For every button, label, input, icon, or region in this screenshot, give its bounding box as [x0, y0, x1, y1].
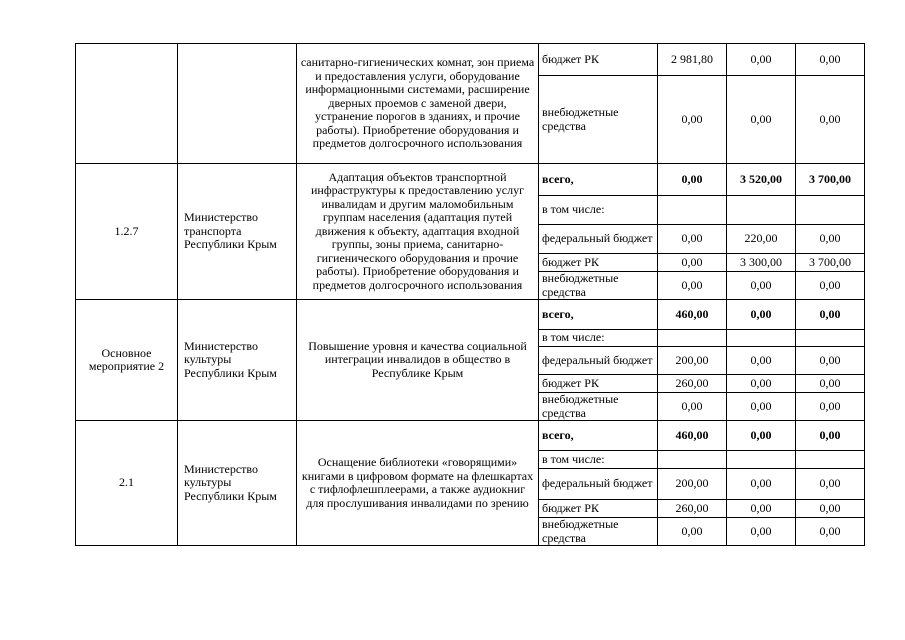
value-cell-3: 0,00	[796, 393, 865, 421]
row-number-cell: 1.2.7	[76, 164, 178, 300]
value-cell-1	[658, 330, 727, 347]
value-cell-2: 3 520,00	[727, 164, 796, 196]
funding-source-cell: внебюджетные средства	[539, 272, 658, 300]
description-cell: Оснащение библиотеки «говорящими» книгами в цифровом формате на флешкартах с тифлофлешплеерами, а также аудиокниг для прослушивания инвалидами по зрению	[297, 421, 539, 546]
value-cell-1: 260,00	[658, 375, 727, 393]
table-body	[76, 44, 865, 546]
value-cell-3	[796, 196, 865, 225]
table-row	[76, 421, 865, 451]
funding-source-cell: бюджет РК	[539, 500, 658, 518]
description-cell: Повышение уровня и качества социальной интеграции инвалидов в общество в Республике Крым	[297, 300, 539, 421]
value-cell-1: 200,00	[658, 469, 727, 500]
value-cell-2	[727, 451, 796, 469]
value-cell-2: 0,00	[727, 76, 796, 164]
organization-cell: Министерство культуры Республики Крым	[178, 421, 297, 546]
value-cell-1: 200,00	[658, 347, 727, 375]
value-cell-1: 0,00	[658, 272, 727, 300]
value-cell-3: 0,00	[796, 76, 865, 164]
value-cell-1: 260,00	[658, 500, 727, 518]
value-cell-3: 0,00	[796, 347, 865, 375]
value-cell-1: 0,00	[658, 518, 727, 546]
value-cell-2: 0,00	[727, 272, 796, 300]
value-cell-2: 0,00	[727, 347, 796, 375]
value-cell-1: 2 981,80	[658, 44, 727, 76]
value-cell-1: 0,00	[658, 76, 727, 164]
table-row	[76, 44, 865, 76]
funding-source-cell: внебюджетные средства	[539, 518, 658, 546]
value-cell-3: 0,00	[796, 225, 865, 254]
value-cell-3: 0,00	[796, 518, 865, 546]
value-cell-2: 220,00	[727, 225, 796, 254]
row-number-cell	[76, 44, 178, 164]
funding-source-cell: внебюджетные средства	[539, 393, 658, 421]
value-cell-2	[727, 330, 796, 347]
funding-source-cell: федеральный бюджет	[539, 469, 658, 500]
budget-table	[75, 43, 865, 546]
funding-source-cell: в том числе:	[539, 196, 658, 225]
value-cell-3: 0,00	[796, 272, 865, 300]
funding-source-cell: всего,	[539, 421, 658, 451]
funding-source-cell: всего,	[539, 300, 658, 330]
funding-source-cell: всего,	[539, 164, 658, 196]
value-cell-2: 0,00	[727, 469, 796, 500]
value-cell-3: 0,00	[796, 421, 865, 451]
value-cell-3: 0,00	[796, 375, 865, 393]
value-cell-1: 460,00	[658, 300, 727, 330]
value-cell-1: 460,00	[658, 421, 727, 451]
value-cell-3	[796, 451, 865, 469]
row-number-cell: Основное мероприятие 2	[76, 300, 178, 421]
value-cell-1: 0,00	[658, 393, 727, 421]
value-cell-3: 0,00	[796, 300, 865, 330]
value-cell-3: 0,00	[796, 500, 865, 518]
description-cell: санитарно-гигиенических комнат, зон приема и предоставления услуги, оборудование информационными системами, расширение дверных проемов с заменой двери, устранение порогов в зданиях, и прочие работы). Приобретение оборудования и предметов долгосрочного использования	[297, 44, 539, 164]
organization-cell	[178, 44, 297, 164]
value-cell-2: 0,00	[727, 421, 796, 451]
table-row	[76, 300, 865, 330]
funding-source-cell: бюджет РК	[539, 375, 658, 393]
funding-source-cell: внебюджетные средства	[539, 76, 658, 164]
value-cell-1: 0,00	[658, 225, 727, 254]
funding-source-cell: в том числе:	[539, 451, 658, 469]
value-cell-2: 0,00	[727, 393, 796, 421]
value-cell-2: 0,00	[727, 518, 796, 546]
organization-cell: Министерство культуры Республики Крым	[178, 300, 297, 421]
funding-source-cell: бюджет РК	[539, 44, 658, 76]
value-cell-2: 3 300,00	[727, 254, 796, 272]
value-cell-2: 0,00	[727, 375, 796, 393]
value-cell-2: 0,00	[727, 500, 796, 518]
organization-cell: Министерство транспорта Республики Крым	[178, 164, 297, 300]
funding-source-cell: в том числе:	[539, 330, 658, 347]
funding-source-cell: бюджет РК	[539, 254, 658, 272]
value-cell-3	[796, 330, 865, 347]
value-cell-1: 0,00	[658, 164, 727, 196]
value-cell-1: 0,00	[658, 254, 727, 272]
value-cell-2	[727, 196, 796, 225]
row-number-cell: 2.1	[76, 421, 178, 546]
value-cell-3: 0,00	[796, 469, 865, 500]
value-cell-2: 0,00	[727, 300, 796, 330]
description-cell: Адаптация объектов транспортной инфраструктуры к предоставлению услуг инвалидам и другим маломобильным группам населения (адаптация путей движения к объекту, адаптация входной группы, зоны приема, санитарно-гигиенического оборудования и прочие работы). Приобретение оборудования и предметов долгосрочного использования	[297, 164, 539, 300]
value-cell-1	[658, 196, 727, 225]
value-cell-3: 3 700,00	[796, 254, 865, 272]
value-cell-1	[658, 451, 727, 469]
value-cell-2: 0,00	[727, 44, 796, 76]
table-row	[76, 164, 865, 196]
funding-source-cell: федеральный бюджет	[539, 347, 658, 375]
value-cell-3: 0,00	[796, 44, 865, 76]
funding-source-cell: федеральный бюджет	[539, 225, 658, 254]
value-cell-3: 3 700,00	[796, 164, 865, 196]
